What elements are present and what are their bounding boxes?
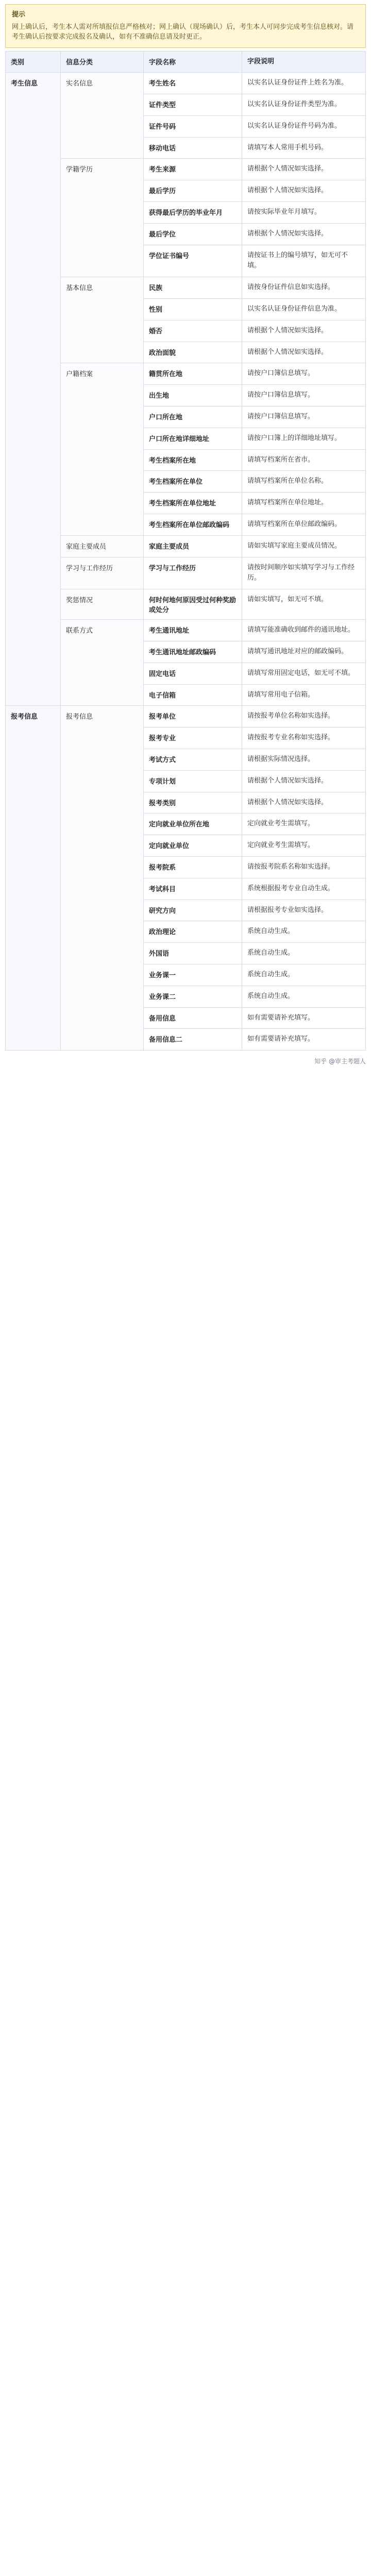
field-description-cell: 请根据个人情况如实选择。 bbox=[242, 223, 366, 245]
field-description-cell: 请根据报考专业如实选择。 bbox=[242, 900, 366, 921]
field-name-cell: 报考院系 bbox=[144, 856, 242, 878]
field-name-cell: 考生档案所在地 bbox=[144, 449, 242, 471]
field-description-cell: 请根据个人情况如实选择。 bbox=[242, 792, 366, 814]
subcategory-cell: 基本信息 bbox=[61, 277, 144, 363]
field-description-cell: 定向就业考生需填写。 bbox=[242, 814, 366, 835]
field-description-cell: 系统自动生成。 bbox=[242, 943, 366, 964]
field-name-cell: 固定电话 bbox=[144, 663, 242, 684]
field-name-cell: 政治理论 bbox=[144, 921, 242, 943]
notice-title: 提示 bbox=[12, 11, 26, 19]
table-row bbox=[6, 73, 366, 94]
field-name-cell: 备用信息二 bbox=[144, 1029, 242, 1050]
field-name-cell: 专项计划 bbox=[144, 770, 242, 792]
field-name-cell: 出生地 bbox=[144, 385, 242, 406]
category-cell: 报考信息 bbox=[6, 706, 61, 1050]
field-description-cell: 请填写档案所在单位邮政编码。 bbox=[242, 514, 366, 536]
field-description-cell: 请按报考单位名称如实选择。 bbox=[242, 706, 366, 727]
field-name-cell: 外国语 bbox=[144, 943, 242, 964]
field-name-cell: 定向就业单位所在地 bbox=[144, 814, 242, 835]
field-description-cell: 系统自动生成。 bbox=[242, 921, 366, 943]
field-description-cell: 请按报考院系名称如实选择。 bbox=[242, 856, 366, 878]
field-description-cell: 请按户口簿信息填写。 bbox=[242, 406, 366, 428]
field-name-cell: 考生档案所在单位邮政编码 bbox=[144, 514, 242, 536]
field-description-cell: 系统自动生成。 bbox=[242, 986, 366, 1007]
subcategory-cell: 学籍学历 bbox=[61, 159, 144, 277]
fields-table bbox=[5, 51, 366, 1051]
field-name-cell: 政治面貌 bbox=[144, 342, 242, 363]
watermark-text: 知乎 @审主考题人 bbox=[314, 1058, 366, 1065]
subcategory-cell: 家庭主要成员 bbox=[61, 535, 144, 557]
field-name-cell: 婚否 bbox=[144, 320, 242, 342]
field-name-cell: 业务课一 bbox=[144, 964, 242, 986]
field-name-cell: 籍贯所在地 bbox=[144, 363, 242, 385]
header-field-name: 字段名称 bbox=[144, 51, 242, 73]
subcategory-cell: 户籍档案 bbox=[61, 363, 144, 535]
field-name-cell: 最后学历 bbox=[144, 180, 242, 202]
field-name-cell: 报考单位 bbox=[144, 706, 242, 727]
subcategory-cell: 报考信息 bbox=[61, 706, 144, 1050]
field-description-cell: 系统自动生成。 bbox=[242, 964, 366, 986]
field-description-cell: 请如实填写家庭主要成员情况。 bbox=[242, 535, 366, 557]
field-name-cell: 考生姓名 bbox=[144, 73, 242, 94]
field-name-cell: 证件号码 bbox=[144, 115, 242, 137]
field-name-cell: 证件类型 bbox=[144, 94, 242, 116]
field-name-cell: 电子信箱 bbox=[144, 684, 242, 706]
field-description-cell: 请按户口簿信息填写。 bbox=[242, 385, 366, 406]
field-description-cell: 请根据个人情况如实选择。 bbox=[242, 320, 366, 342]
field-description-cell: 请按证书上的编号填写，如无可不填。 bbox=[242, 245, 366, 277]
field-name-cell: 户口所在地 bbox=[144, 406, 242, 428]
page bbox=[0, 4, 371, 1065]
field-name-cell: 何时何地何原因受过何种奖励或处分 bbox=[144, 589, 242, 620]
field-name-cell: 民族 bbox=[144, 277, 242, 299]
field-description-cell: 请根据个人情况如实选择。 bbox=[242, 180, 366, 202]
field-description-cell: 请填写常用固定电话，如无可不填。 bbox=[242, 663, 366, 684]
field-description-cell: 请填写能准确收到邮件的通讯地址。 bbox=[242, 620, 366, 641]
field-name-cell: 考生来源 bbox=[144, 159, 242, 180]
field-name-cell: 家庭主要成员 bbox=[144, 535, 242, 557]
field-name-cell: 考生通讯地址 bbox=[144, 620, 242, 641]
field-description-cell: 请填写本人常用手机号码。 bbox=[242, 137, 366, 159]
subcategory-cell: 奖惩情况 bbox=[61, 589, 144, 620]
field-description-cell: 以实名认证身份证件信息为准。 bbox=[242, 299, 366, 320]
field-name-cell: 获得最后学历的毕业年月 bbox=[144, 202, 242, 224]
field-description-cell: 请根据个人情况如实选择。 bbox=[242, 342, 366, 363]
table-body bbox=[6, 73, 366, 1050]
field-name-cell: 考生档案所在单位地址 bbox=[144, 493, 242, 514]
field-name-cell: 学位证书编号 bbox=[144, 245, 242, 277]
field-name-cell: 报考类别 bbox=[144, 792, 242, 814]
field-name-cell: 考试方式 bbox=[144, 749, 242, 771]
field-name-cell: 考试科目 bbox=[144, 878, 242, 900]
field-name-cell: 考生通讯地址邮政编码 bbox=[144, 641, 242, 663]
field-description-cell: 以实名认证身份证件上姓名为准。 bbox=[242, 73, 366, 94]
field-name-cell: 备用信息 bbox=[144, 1007, 242, 1029]
header-category: 类别 bbox=[6, 51, 61, 73]
field-name-cell: 移动电话 bbox=[144, 137, 242, 159]
field-description-cell: 请按报考专业名称如实选择。 bbox=[242, 727, 366, 749]
subcategory-cell: 学习与工作经历 bbox=[61, 557, 144, 589]
field-description-cell: 定向就业考生需填写。 bbox=[242, 835, 366, 857]
field-description-cell: 请按时间顺序如实填写学习与工作经历。 bbox=[242, 557, 366, 589]
field-description-cell: 请根据实际情况选择。 bbox=[242, 749, 366, 771]
category-cell: 考生信息 bbox=[6, 73, 61, 706]
field-name-cell: 学习与工作经历 bbox=[144, 557, 242, 589]
field-description-cell: 请填写档案所在单位地址。 bbox=[242, 493, 366, 514]
field-name-cell: 户口所在地详细地址 bbox=[144, 428, 242, 449]
field-description-cell: 请按户口簿信息填写。 bbox=[242, 363, 366, 385]
table-row bbox=[6, 706, 366, 727]
field-name-cell: 业务课二 bbox=[144, 986, 242, 1007]
field-description-cell: 系统根据报考专业自动生成。 bbox=[242, 878, 366, 900]
field-description-cell: 请根据个人情况如实选择。 bbox=[242, 159, 366, 180]
field-name-cell: 报考专业 bbox=[144, 727, 242, 749]
subcategory-cell: 实名信息 bbox=[61, 73, 144, 159]
field-name-cell: 研究方向 bbox=[144, 900, 242, 921]
field-description-cell: 请如实填写，如无可不填。 bbox=[242, 589, 366, 620]
field-name-cell: 考生档案所在单位 bbox=[144, 471, 242, 493]
notice-text: 网上确认后，考生本人需对所填报信息严格核对；网上确认（现场确认）后，考生本人可同步完成考生信息核对。请考生确认后按要求完成报名及确认，如有不准确信息请及时更正。 bbox=[12, 23, 354, 41]
field-description-cell: 请填写通讯地址对应的邮政编码。 bbox=[242, 641, 366, 663]
field-description-cell: 请按户口簿上的详细地址填写。 bbox=[242, 428, 366, 449]
field-description-cell: 请填写常用电子信箱。 bbox=[242, 684, 366, 706]
header-description: 字段说明 bbox=[242, 51, 366, 73]
field-description-cell: 请按身份证件信息如实选择。 bbox=[242, 277, 366, 299]
field-description-cell: 请填写档案所在省市。 bbox=[242, 449, 366, 471]
field-description-cell: 请按实际毕业年月填写。 bbox=[242, 202, 366, 224]
field-description-cell: 以实名认证身份证件类型为准。 bbox=[242, 94, 366, 116]
field-description-cell: 以实名认证身份证件号码为准。 bbox=[242, 115, 366, 137]
field-name-cell: 定向就业单位 bbox=[144, 835, 242, 857]
subcategory-cell: 联系方式 bbox=[61, 620, 144, 706]
table-header-row bbox=[6, 51, 366, 73]
field-description-cell: 请根据个人情况如实选择。 bbox=[242, 770, 366, 792]
field-name-cell: 性别 bbox=[144, 299, 242, 320]
field-description-cell: 如有需要请补充填写。 bbox=[242, 1029, 366, 1050]
field-description-cell: 如有需要请补充填写。 bbox=[242, 1007, 366, 1029]
field-name-cell: 最后学位 bbox=[144, 223, 242, 245]
header-subcategory: 信息分类 bbox=[61, 51, 144, 73]
footer bbox=[5, 1057, 366, 1065]
notice-box bbox=[5, 4, 366, 48]
field-description-cell: 请填写档案所在单位名称。 bbox=[242, 471, 366, 493]
